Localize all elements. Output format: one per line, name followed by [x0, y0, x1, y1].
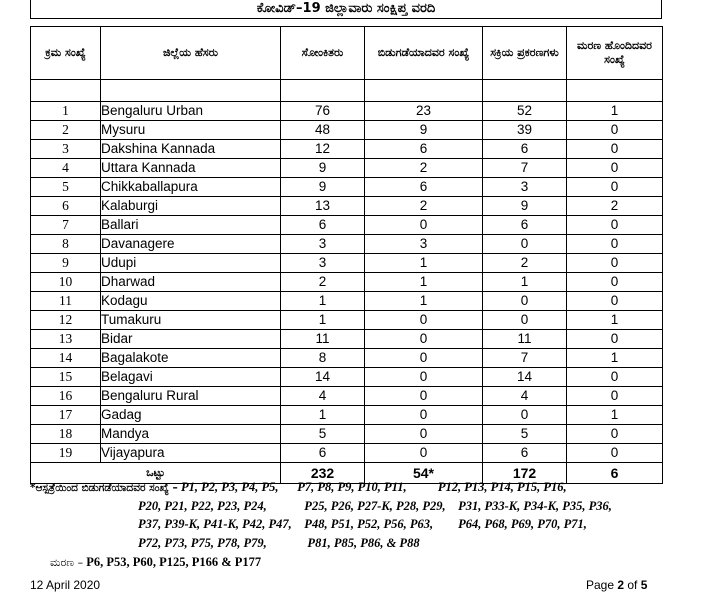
- serial-number: 7: [31, 216, 101, 235]
- infected-count: 3: [281, 254, 365, 273]
- infected-count: 6: [281, 216, 365, 235]
- table-row: [31, 425, 663, 444]
- infected-count: 76: [281, 102, 365, 121]
- table-row: [31, 140, 663, 159]
- serial-number: 2: [31, 121, 101, 140]
- active-count: 0: [483, 406, 567, 425]
- infected-count: 13: [281, 197, 365, 216]
- infected-count: 11: [281, 330, 365, 349]
- active-count: 6: [483, 216, 567, 235]
- serial-number: 9: [31, 254, 101, 273]
- discharged-count: 23: [365, 102, 483, 121]
- infected-count: 9: [281, 178, 365, 197]
- discharged-count: 9: [365, 121, 483, 140]
- table-row: [31, 406, 663, 425]
- district-name: Chikkaballapura: [101, 178, 281, 197]
- district-name: Dakshina Kannada: [101, 140, 281, 159]
- active-count: 5: [483, 425, 567, 444]
- district-name: Bengaluru Urban: [101, 102, 281, 121]
- spacer-row: [31, 80, 663, 102]
- total-active: 172: [483, 463, 567, 484]
- active-count: 9: [483, 197, 567, 216]
- infected-count: 2: [281, 273, 365, 292]
- deaths-count: 0: [567, 254, 663, 273]
- discharged-count: 0: [365, 444, 483, 463]
- discharged-count: 2: [365, 159, 483, 178]
- active-count: 2: [483, 254, 567, 273]
- infected-count: 12: [281, 140, 365, 159]
- infected-count: 1: [281, 311, 365, 330]
- infected-count: 5: [281, 425, 365, 444]
- table-row: [31, 292, 663, 311]
- active-count: 0: [483, 292, 567, 311]
- district-name: Udupi: [101, 254, 281, 273]
- discharged-count: 0: [365, 425, 483, 444]
- deaths-count: 0: [567, 216, 663, 235]
- serial-number: 12: [31, 311, 101, 330]
- total-discharged: 54*: [365, 463, 483, 484]
- district-name: Gadag: [101, 406, 281, 425]
- deaths-count: 0: [567, 444, 663, 463]
- district-name: Kodagu: [101, 292, 281, 311]
- infected-count: 9: [281, 159, 365, 178]
- table-row: [31, 178, 663, 197]
- discharged-count: 0: [365, 311, 483, 330]
- discharged-count: 6: [365, 178, 483, 197]
- serial-number: 8: [31, 235, 101, 254]
- header-district-name: ಜಿಲ್ಲೆಯ ಹೆಸರು: [101, 27, 281, 80]
- serial-number: 15: [31, 368, 101, 387]
- infected-count: 1: [281, 406, 365, 425]
- table-row: [31, 311, 663, 330]
- active-count: 7: [483, 349, 567, 368]
- table-row: [31, 121, 663, 140]
- district-name: Tumakuru: [101, 311, 281, 330]
- deaths-label: ಮರಣ –: [50, 556, 84, 569]
- discharged-count: 3: [365, 235, 483, 254]
- deaths-count: 0: [567, 235, 663, 254]
- header-serial-number: ಕ್ರಮ ಸಂಖ್ಯೆ: [31, 27, 101, 80]
- note-line: P72, P73, P75, P78, P79, P81, P85, P86, & P88: [138, 535, 420, 550]
- discharged-count: 1: [365, 292, 483, 311]
- page-prefix: Page: [586, 578, 618, 592]
- serial-number: 13: [31, 330, 101, 349]
- district-name: Belagavi: [101, 368, 281, 387]
- table-row: [31, 102, 663, 121]
- active-count: 11: [483, 330, 567, 349]
- active-count: 0: [483, 311, 567, 330]
- deaths-note: [50, 555, 261, 570]
- infected-count: 3: [281, 235, 365, 254]
- deaths-count: 1: [567, 102, 663, 121]
- active-count: 14: [483, 368, 567, 387]
- district-name: Uttara Kannada: [101, 159, 281, 178]
- deaths-count: 0: [567, 178, 663, 197]
- table-row: [31, 387, 663, 406]
- page-current: 2: [617, 578, 625, 592]
- discharged-count: 0: [365, 216, 483, 235]
- district-name: Ballari: [101, 216, 281, 235]
- district-name: Bagalakote: [101, 349, 281, 368]
- deaths-count: 0: [567, 387, 663, 406]
- serial-number: 14: [31, 349, 101, 368]
- district-name: Vijayapura: [101, 444, 281, 463]
- serial-number: 19: [31, 444, 101, 463]
- deaths-count: 0: [567, 292, 663, 311]
- serial-number: 6: [31, 197, 101, 216]
- table-row: [31, 235, 663, 254]
- table-row: [31, 254, 663, 273]
- deaths-count: 1: [567, 406, 663, 425]
- page-number: [586, 578, 647, 592]
- table-header-row: [31, 27, 663, 80]
- infected-count: 6: [281, 444, 365, 463]
- serial-number: 5: [31, 178, 101, 197]
- discharged-count: 0: [365, 387, 483, 406]
- discharged-count: 2: [365, 197, 483, 216]
- discharged-count: 0: [365, 406, 483, 425]
- district-name: Dharwad: [101, 273, 281, 292]
- total-infected: 232: [281, 463, 365, 484]
- page-total: 5: [640, 578, 648, 592]
- table-row: [31, 216, 663, 235]
- infected-count: 4: [281, 387, 365, 406]
- deaths-patient-list: P6, P53, P60, P125, P166 & P177: [83, 555, 262, 569]
- discharged-count: 1: [365, 254, 483, 273]
- district-name: Bengaluru Rural: [101, 387, 281, 406]
- discharged-count: 1: [365, 273, 483, 292]
- table-row: [31, 197, 663, 216]
- serial-number: 17: [31, 406, 101, 425]
- deaths-count: 2: [567, 197, 663, 216]
- deaths-count: 0: [567, 121, 663, 140]
- header-active-cases: ಸಕ್ರಿಯ ಪ್ರಕರಣಗಳು: [483, 27, 567, 80]
- district-name: Davanagere: [101, 235, 281, 254]
- active-count: 0: [483, 235, 567, 254]
- note-line: P20, P21, P22, P23, P24, P25, P26, P27-K, P28, P29, P31, P33-K, P34-K, P35, P36,: [138, 499, 612, 514]
- district-name: Mysuru: [101, 121, 281, 140]
- serial-number: 1: [31, 102, 101, 121]
- deaths-count: 0: [567, 159, 663, 178]
- note-line: [30, 478, 670, 497]
- table-row: [31, 159, 663, 178]
- discharged-patients-note: [30, 478, 670, 552]
- serial-number: 3: [31, 140, 101, 159]
- active-count: 3: [483, 178, 567, 197]
- header-infected: ಸೋಂಕಿತರು: [281, 27, 365, 80]
- active-count: 39: [483, 121, 567, 140]
- deaths-count: 0: [567, 330, 663, 349]
- serial-number: 11: [31, 292, 101, 311]
- district-name: Kalaburgi: [101, 197, 281, 216]
- district-name: Mandya: [101, 425, 281, 444]
- table-row: [31, 368, 663, 387]
- infected-count: 14: [281, 368, 365, 387]
- discharged-count: 0: [365, 368, 483, 387]
- serial-number: 10: [31, 273, 101, 292]
- deaths-count: 0: [567, 425, 663, 444]
- table-row: [31, 444, 663, 463]
- table-row: [31, 349, 663, 368]
- note-line: P37, P39-K, P41-K, P42, P47, P48, P51, P52, P56, P63, P64, P68, P69, P70, P71,: [138, 517, 587, 532]
- report-date: 12 April 2020: [30, 578, 101, 592]
- district-name: Bidar: [101, 330, 281, 349]
- header-deaths: ಮರಣ ಹೊಂದಿದವರ ಸಂಖ್ಯೆ: [567, 27, 663, 80]
- table-row: [31, 273, 663, 292]
- infected-count: 1: [281, 292, 365, 311]
- deaths-count: 0: [567, 140, 663, 159]
- serial-number: 18: [31, 425, 101, 444]
- infected-count: 8: [281, 349, 365, 368]
- page-mid: of: [624, 578, 641, 592]
- total-label: ಒಟ್ಟು: [31, 463, 281, 484]
- total-deaths: 6: [567, 463, 663, 484]
- serial-number: 16: [31, 387, 101, 406]
- active-count: 6: [483, 444, 567, 463]
- table-row: [31, 330, 663, 349]
- active-count: 6: [483, 140, 567, 159]
- active-count: 1: [483, 273, 567, 292]
- header-discharged: ಬಿಡುಗಡೆಯಾದವರ ಸಂಖ್ಯೆ: [365, 27, 483, 80]
- infected-count: 48: [281, 121, 365, 140]
- discharged-count: 6: [365, 140, 483, 159]
- district-summary-table: [30, 26, 663, 484]
- note-lead: *ಆಸ್ಪತ್ರೆಯಿಂದ ಬಿಡುಗಡೆಯಾದವರ ಸಂಖ್ಯೆ –: [30, 482, 178, 494]
- deaths-count: 1: [567, 311, 663, 330]
- discharged-count: 0: [365, 349, 483, 368]
- deaths-count: 0: [567, 368, 663, 387]
- serial-number: 4: [31, 159, 101, 178]
- deaths-count: 1: [567, 349, 663, 368]
- active-count: 52: [483, 102, 567, 121]
- active-count: 4: [483, 387, 567, 406]
- note-patient-list: P1, P2, P3, P4, P5, P7, P8, P9, P10, P11, P12, P13, P14, P15, P16,: [177, 480, 567, 494]
- active-count: 7: [483, 159, 567, 178]
- report-title: ಕೋವಿಡ್–19 ಜಿಲ್ಲಾವಾರು ಸಂಕ್ಷಿಪ್ತ ವರದಿ: [30, 0, 662, 19]
- discharged-count: 0: [365, 330, 483, 349]
- deaths-count: 0: [567, 273, 663, 292]
